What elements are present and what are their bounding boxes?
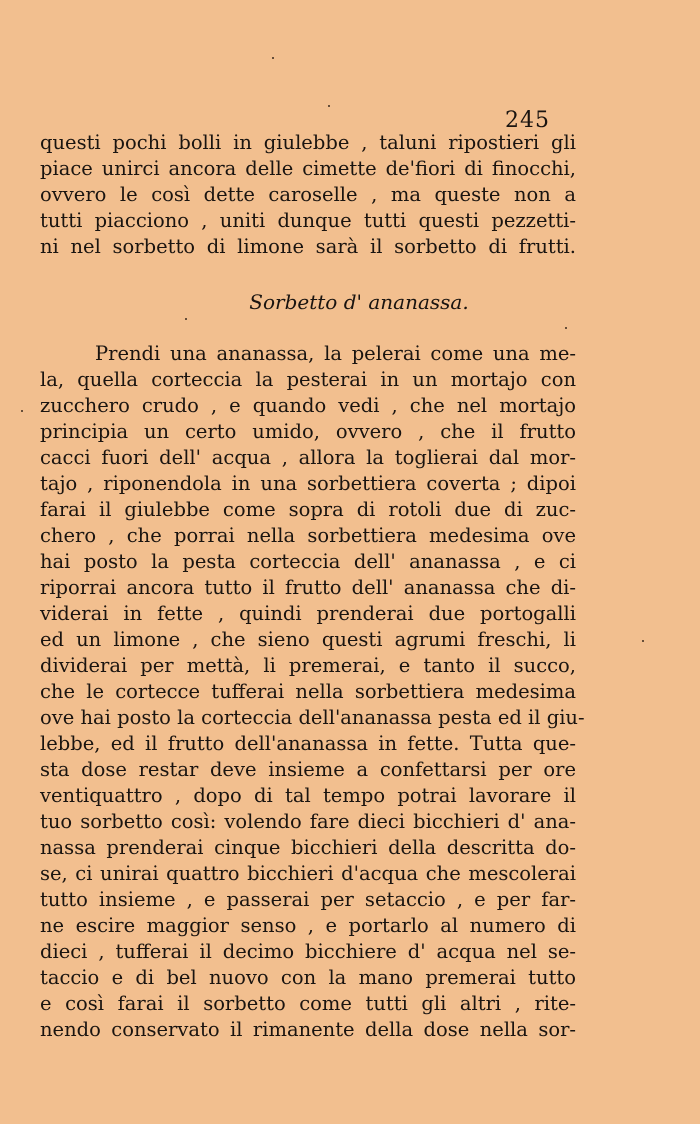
text-line: nendo conservato il rimanente della dose nella sor- [40, 1018, 576, 1041]
text-line: che le cortecce tufferai nella sorbettiera medesima [40, 680, 576, 703]
scan-speck [328, 105, 330, 107]
text-line: piace unirci ancora delle cimette de'fiori di finocchi, [40, 157, 576, 180]
page-number: 245 [505, 108, 550, 133]
text-line: ove hai posto la corteccia dell'ananassa pesta ed il giu- [40, 706, 585, 729]
scan-speck [21, 410, 23, 412]
text-line: tutti piacciono , uniti dunque tutti questi pezzetti- [40, 209, 576, 232]
text-line: la, quella corteccia la pesterai in un mortajo con [40, 368, 576, 391]
text-line: farai il giulebbe come sopra di rotoli due di zuc- [40, 498, 576, 521]
text-line: dieci , tufferai il decimo bicchiere d' acqua nel se- [40, 940, 576, 963]
text-line: sta dose restar deve insieme a confettarsi per ore [40, 758, 576, 781]
text-line: tuo sorbetto così: volendo fare dieci bicchieri d' ana- [40, 810, 576, 833]
text-line: nassa prenderai cinque bicchieri della descritta do- [40, 836, 576, 859]
text-line: questi pochi bolli in giulebbe , taluni ripostieri gli [40, 131, 576, 154]
text-line: taccio e di bel nuovo con la mano premerai tutto [40, 966, 576, 989]
text-line: ne escire maggior senso , e portarlo al numero di [40, 914, 576, 937]
text-line: viderai in fette , quindi prenderai due portogalli [40, 602, 576, 625]
text-line: tutto insieme , e passerai per setaccio , e per far- [40, 888, 576, 911]
text-line: principia un certo umido, ovvero , che il frutto [40, 420, 576, 443]
text-line: ed un limone , che sieno questi agrumi freschi, li [40, 628, 576, 651]
text-line: zucchero crudo , e quando vedi , che nel mortajo [40, 394, 576, 417]
text-line: riporrai ancora tutto il frutto dell' ananassa che di- [40, 576, 576, 599]
text-line: lebbe, ed il frutto dell'ananassa in fette. Tutta que- [40, 732, 576, 755]
scan-speck [185, 318, 187, 320]
text-line: Prendi una ananassa, la pelerai come una me- [95, 342, 576, 365]
text-line: cacci fuori dell' acqua , allora la toglierai dal mor- [40, 446, 576, 469]
text-line: dividerai per mettà, li premerai, e tanto il succo, [40, 654, 576, 677]
text-line: tajo , riponendola in una sorbettiera coverta ; dipoi [40, 472, 576, 495]
scan-speck [272, 57, 274, 59]
text-line: hai posto la pesta corteccia dell' ananassa , e ci [40, 550, 576, 573]
section-heading: Sorbetto d' ananassa. [249, 290, 469, 314]
scan-speck [565, 327, 567, 329]
text-line: e così farai il sorbetto come tutti gli altri , rite- [40, 992, 576, 1015]
text-line: ovvero le così dette caroselle , ma queste non a [40, 183, 576, 206]
text-line: ventiquattro , dopo di tal tempo potrai lavorare il [40, 784, 576, 807]
text-line: chero , che porrai nella sorbettiera medesima ove [40, 524, 576, 547]
text-line: se, ci unirai quattro bicchieri d'acqua che mescolerai [40, 862, 576, 885]
text-line: ni nel sorbetto di limone sarà il sorbetto di frutti. [40, 235, 576, 258]
scan-speck [642, 640, 644, 642]
